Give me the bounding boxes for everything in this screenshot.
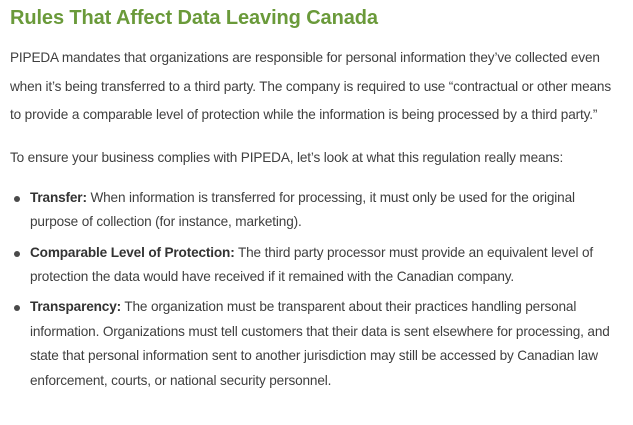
list-item-term: Comparable Level of Protection: — [30, 244, 235, 260]
list-item-comparable-protection — [10, 241, 625, 290]
lead-in-paragraph: To ensure your business complies with PIPEDA, let’s look at what this regulation really means: — [10, 149, 564, 165]
bullet-dot-icon — [14, 251, 20, 257]
list-item-term: Transfer: — [30, 189, 87, 205]
list-item-transfer — [10, 186, 625, 235]
bullet-dot-icon — [14, 196, 20, 202]
list-item-text: When information is transferred for processing, it must only be used for the original purpose of collection (for instance, marketing). — [30, 189, 575, 230]
section-heading: Rules That Affect Data Leaving Canada — [10, 7, 378, 29]
list-item-text: The organization must be transparent about their practices handling personal information. Organizations must tell customers that their data is sent elsewhere for processing, and state that personal information sent to another jurisdiction may still be accessed by Canadian law enforcement, courts, or national security personnel. — [30, 299, 610, 388]
list-item-text: The third party processor must provide an equivalent level of protection the data would have received if it remained with the Canadian company. — [30, 244, 594, 284]
bullet-dot-icon — [14, 305, 20, 311]
list-item-term: Transparency: — [30, 299, 121, 315]
intro-paragraph: PIPEDA mandates that organizations are responsible for personal information they’ve collected even when it’s being transferred to a third party. The company is required to use “contractual or other means to provide a comparable level of protection while the information is being processed by a third party.” — [10, 50, 611, 123]
requirements-list — [10, 186, 625, 393]
list-item-transparency — [10, 295, 625, 393]
